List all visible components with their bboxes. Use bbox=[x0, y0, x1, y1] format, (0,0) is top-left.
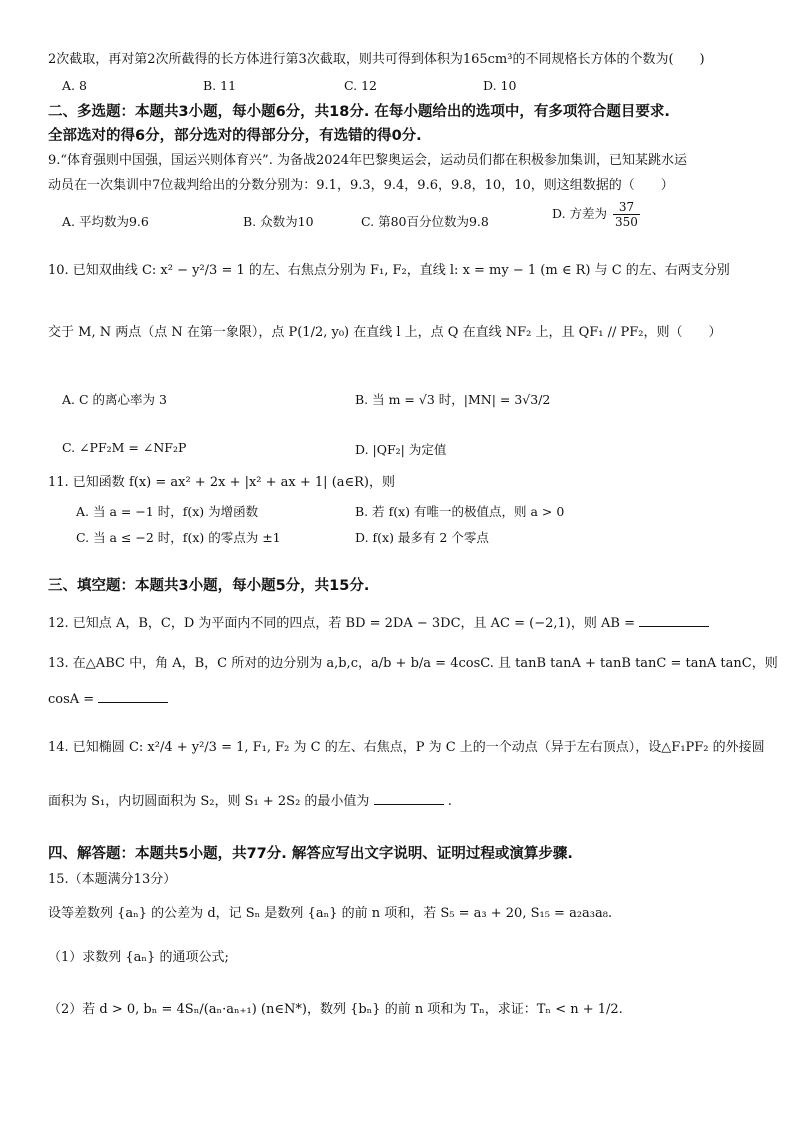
q10-option-b: B. 当 m = √3 时，|MN| = 3√3/2 bbox=[355, 392, 551, 407]
q15-part2: （2）若 d > 0, bₙ = 4Sₙ/(aₙ·aₙ₊₁) (n∈N*)，数列 {bₙ} 的前 n 项和为 Tₙ，求证：Tₙ < n + 1/2. bbox=[48, 1002, 623, 1017]
q8-option-a: A. 8 bbox=[62, 78, 87, 93]
q8-text: 2次截取，再对第2次所截得的长方体进行第3次截取，则共可得到体积为165cm³的不同规格长方体的个数为( ) bbox=[48, 52, 705, 67]
q10-option-d: D. |QF₂| 为定值 bbox=[355, 442, 447, 457]
q11-line1: 11. 已知函数 f(x) = ax² + 2x + |x² + ax + 1| (a∈R)，则 bbox=[48, 475, 396, 490]
q10-line1-a: 10. 已知双曲线 bbox=[48, 263, 138, 278]
q8-option-b: B. 11 bbox=[203, 78, 237, 93]
q10-option-a: A. C 的离心率为 3 bbox=[62, 392, 167, 407]
q9-option-d-prefix: D. 方差为 bbox=[552, 206, 608, 221]
q8-option-c: C. 12 bbox=[344, 78, 377, 93]
q14-line2-text: 面积为 S₁，内切圆面积为 S₂，则 S₁ + 2S₂ 的最小值为 bbox=[48, 794, 370, 809]
q9-option-b: B. 众数为10 bbox=[243, 214, 314, 229]
q10-line1-b: C: bbox=[141, 263, 157, 278]
q14-answer-blank[interactable] bbox=[374, 792, 444, 805]
q9-variance-numerator: 37 bbox=[613, 200, 640, 215]
section4-heading: 四、解答题：本题共5小题，共77分. 解答应写出文字说明、证明过程或演算步骤. bbox=[48, 846, 573, 862]
q15-header: 15.（本题满分13分） bbox=[48, 872, 177, 887]
q12-line bbox=[48, 614, 709, 632]
q10-option-c: C. ∠PF₂M = ∠NF₂P bbox=[62, 440, 187, 455]
q12-text: 12. 已知点 A，B，C，D 为平面内不同的四点，若 BD = 2DA − 3DC，且 AC = (−2,1)，则 AB = bbox=[48, 616, 635, 631]
q8-option-d: D. 10 bbox=[483, 78, 517, 93]
q10-line2: 交于 M, N 两点（点 N 在第一象限），点 P(1/2, y₀) 在直线 l 上，点 Q 在直线 NF₂ 上，且 QF₁ // PF₂，则（ ） bbox=[48, 325, 722, 340]
q9-option-c: C. 第80百分位数为9.8 bbox=[361, 214, 489, 229]
q14-line2 bbox=[48, 792, 452, 810]
q13-line2-text: cosA = bbox=[48, 692, 95, 707]
section2-heading-line2: 全部选对的得6分，部分选对的得部分分，有选错的得0分. bbox=[48, 128, 422, 144]
q12-answer-blank[interactable] bbox=[639, 614, 709, 627]
q13-answer-blank[interactable] bbox=[98, 690, 168, 703]
q10-line1-c: 的左、右焦点分别为 F₁, F₂，直线 l: x = my − 1 (m ∈ R) 与 C 的左、右两支分别 bbox=[248, 263, 730, 278]
q13-line2 bbox=[48, 690, 168, 708]
q11-option-d: D. f(x) 最多有 2 个零点 bbox=[355, 530, 489, 545]
q14-period: . bbox=[447, 794, 452, 809]
q9-option-d bbox=[552, 200, 642, 229]
q13-line1: 13. 在△ABC 中，角 A，B，C 所对的边分别为 a,b,c，a/b + b/a = 4cosC. 且 tanB tanA + tanB tanC = tanA tanC，则 bbox=[48, 656, 778, 671]
q11-option-c: C. 当 a ≤ −2 时，f(x) 的零点为 ±1 bbox=[76, 530, 281, 545]
q14-line1: 14. 已知椭圆 C: x²/4 + y²/3 = 1, F₁, F₂ 为 C 的左、右焦点，P 为 C 上的一个动点（异于左右顶点），设△F₁PF₂ 的外接圆 bbox=[48, 740, 765, 755]
q9-variance-fraction bbox=[613, 200, 640, 229]
q9-variance-denominator: 350 bbox=[615, 215, 638, 229]
q10-line1 bbox=[48, 263, 730, 279]
q15-part1: （1）求数列 {aₙ} 的通项公式; bbox=[48, 950, 229, 965]
q11-option-b: B. 若 f(x) 有唯一的极值点，则 a > 0 bbox=[355, 504, 565, 519]
q11-option-a: A. 当 a = −1 时，f(x) 为增函数 bbox=[76, 504, 259, 519]
q9-option-a: A. 平均数为9.6 bbox=[62, 214, 149, 229]
section3-heading: 三、填空题：本题共3小题，每小题5分，共15分. bbox=[48, 578, 370, 594]
q9-line1: 9.“体育强则中国强，国运兴则体育兴”. 为备战2024年巴黎奥运会，运动员们都在积极参加集训，已知某跳水运 bbox=[48, 153, 688, 168]
q9-line2: 动员在一次集训中7位裁判给出的分数分别为：9.1，9.3，9.4，9.6，9.8，10，10，则这组数据的（ ） bbox=[48, 178, 674, 193]
section2-heading-line1: 二、多选题：本题共3小题，每小题6分，共18分. 在每小题给出的选项中，有多项符合题目要求. bbox=[48, 104, 670, 120]
q15-line1: 设等差数列 {aₙ} 的公差为 d，记 Sₙ 是数列 {aₙ} 的前 n 项和，若 S₅ = a₃ + 20, S₁₅ = a₂a₃a₈. bbox=[48, 906, 613, 921]
q10-equation: x² − y²/3 = 1 bbox=[160, 263, 245, 278]
